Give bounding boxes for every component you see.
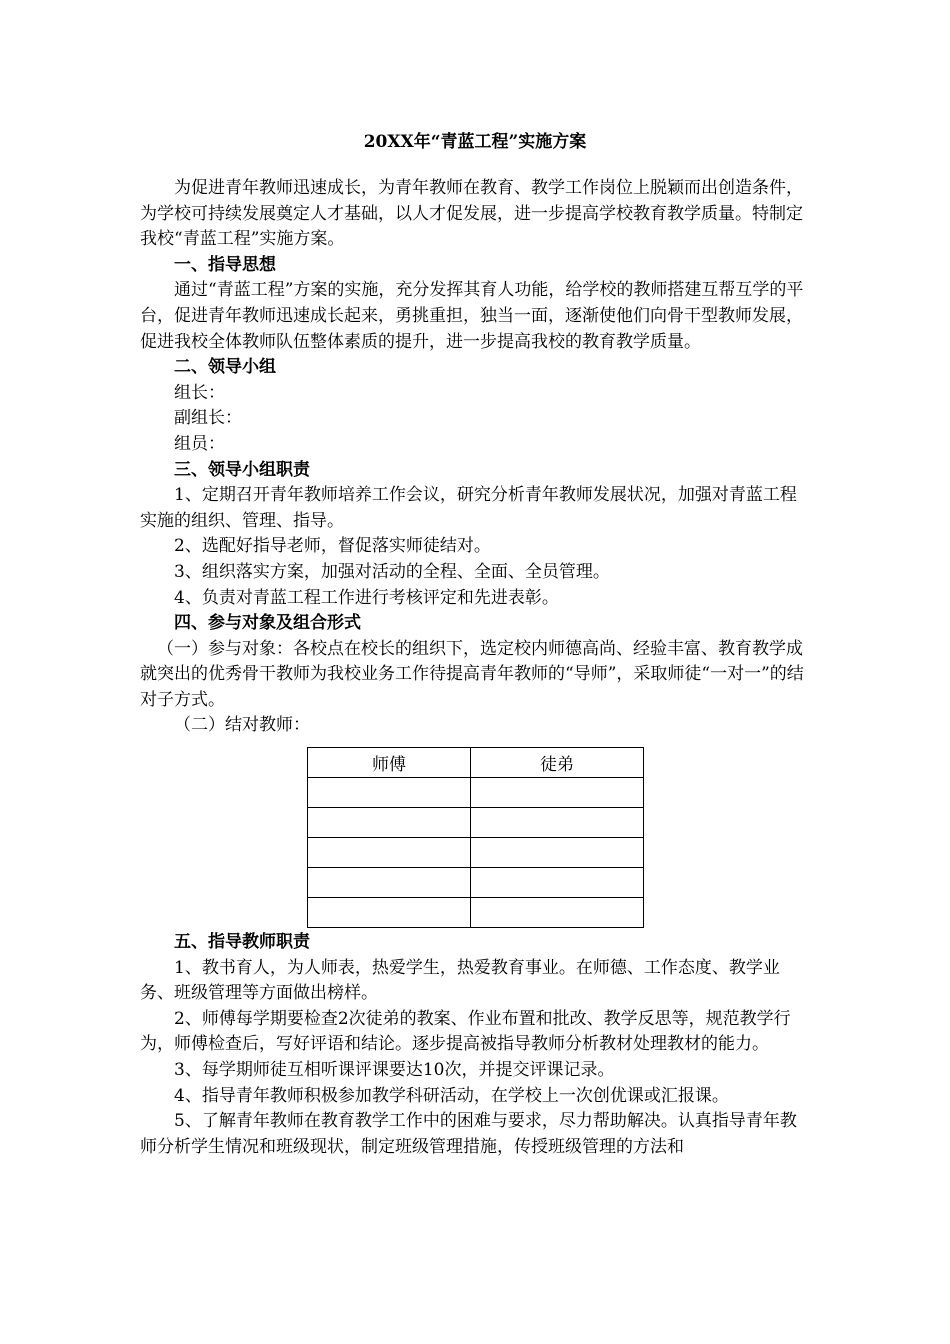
table-row xyxy=(308,778,644,808)
table-row xyxy=(308,838,644,868)
table-cell xyxy=(308,808,471,838)
table-cell xyxy=(471,808,644,838)
section-heading-guiding-ideology: 一、指导思想 xyxy=(174,254,276,275)
table-row xyxy=(308,808,644,838)
table-row xyxy=(308,898,644,928)
group-duty-item: 2、选配好指导老师，督促落实师徒结对。 xyxy=(174,536,491,557)
members-line: 组员： xyxy=(174,433,225,454)
section-heading-leadership-group: 二、领导小组 xyxy=(174,357,276,378)
group-duty-item: 1、定期召开青年教师培养工作会议，研究分析青年教师发展状况，加强对青蓝工程实施的组织、管理、指导。 xyxy=(140,485,797,531)
pairing-teachers-label: （二）结对教师： xyxy=(174,715,310,736)
document-title: 20XX年“青蓝工程”实施方案 xyxy=(363,132,587,152)
leader-line: 组长： xyxy=(174,382,225,403)
group-duty-item: 3、组织落实方案，加强对活动的全程、全面、全员管理。 xyxy=(174,561,610,582)
intro-paragraph: 为促进青年教师迅速成长，为青年教师在教育、教学工作岗位上脱颖而出创造条件，为学校可持续发展奠定人才基础，以人才促发展，进一步提高学校教育教学质量。特制定我校“青蓝工程”实施方案。 xyxy=(140,178,803,250)
table-cell xyxy=(471,898,644,928)
document-body-bottom xyxy=(140,930,812,1160)
table-cell xyxy=(308,868,471,898)
header-cell-mentor: 师傅 xyxy=(308,748,471,778)
table-header-row xyxy=(308,748,644,778)
table-cell xyxy=(471,838,644,868)
section-heading-group-duties: 三、领导小组职责 xyxy=(174,459,310,480)
guiding-ideology-paragraph: 通过“青蓝工程”方案的实施，充分发挥其育人功能，给学校的教师搭建互帮互学的平台，促进青年教师迅速成长起来，勇挑重担，独当一面，逐渐使他们向骨干型教师发展，促进我校全体教师队伍整体素质的提升，进一步提高我校的教育教学质量。 xyxy=(140,280,804,352)
mentor-duty-item: 5、了解青年教师在教育教学工作中的困难与要求，尽力帮助解决。认真指导青年教师分析学生情况和班级现状，制定班级管理措施，传授班级管理的方法和 xyxy=(140,1111,797,1157)
table-cell xyxy=(308,838,471,868)
table-cell xyxy=(308,778,471,808)
pairing-table xyxy=(307,747,644,928)
section-heading-participants: 四、参与对象及组合形式 xyxy=(174,613,361,634)
table-cell xyxy=(308,898,471,928)
mentor-duty-item: 1、教书育人，为人师表，热爱学生，热爱教育事业。在师德、工作态度、教学业务、班级管理等方面做出榜样。 xyxy=(140,957,780,1004)
mentor-duty-item: 3、每学期师徒互相听课评课要达10次，并提交评课记录。 xyxy=(174,1059,615,1080)
pairing-table-container xyxy=(307,747,644,928)
table-row xyxy=(308,868,644,898)
section-heading-mentor-duties: 五、指导教师职责 xyxy=(174,932,310,952)
group-duty-item: 4、负责对青蓝工程工作进行考核评定和先进表彰。 xyxy=(174,587,559,608)
document-body-top xyxy=(140,176,812,739)
table-cell xyxy=(471,868,644,898)
participants-paragraph: （一）参与对象：各校点在校长的组织下，选定校内师德高尚、经验丰富、教育教学成就突出的优秀骨干教师为我校业务工作待提高青年教师的“导师”，采取师徒“一对一”的结对子方式。 xyxy=(140,638,804,710)
mentor-duty-item: 4、指导青年教师积极参加教学科研活动，在学校上一次创优课或汇报课。 xyxy=(174,1085,729,1106)
table-cell xyxy=(471,778,644,808)
deputy-leader-line: 副组长： xyxy=(174,408,242,429)
header-cell-apprentice: 徒弟 xyxy=(471,748,644,778)
mentor-duty-item: 2、师傅每学期要检查2次徒弟的教案、作业布置和批改、教学反思等，规范教学行为，师傅检查后，写好评语和结论。逐步提高被指导教师分析教材处理教材的能力。 xyxy=(140,1008,791,1055)
